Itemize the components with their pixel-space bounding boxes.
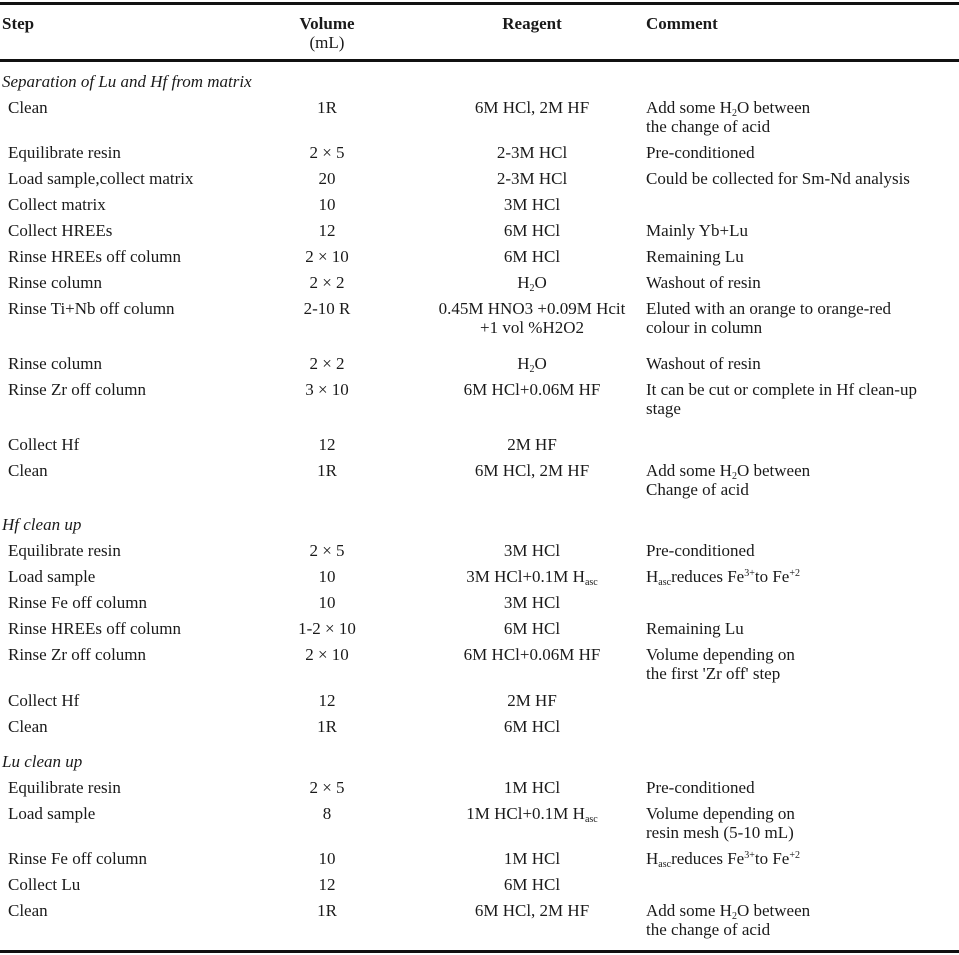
table-row-comment: Volume depending on resin mesh (5-10 mL): [646, 804, 795, 842]
table-row-volume: 2 × 2: [309, 273, 345, 292]
table-row-comment: Mainly Yb+Lu: [646, 221, 748, 240]
table-row-volume: 12: [318, 221, 336, 240]
table-row-reagent: 6M HCl: [503, 247, 561, 266]
table-row-reagent: 1M HCl: [503, 778, 561, 797]
table-row-reagent: 3M HCl: [503, 195, 561, 214]
table-row-reagent: 6M HCl, 2M HF: [474, 98, 590, 117]
table-row-volume: 1R: [317, 461, 337, 480]
table-row-volume: 2 × 2: [309, 354, 345, 373]
table-row-comment: It can be cut or complete in Hf clean-up stage: [646, 380, 917, 418]
table-row-reagent: 2M HF: [507, 435, 557, 454]
table-row-comment: Add some $H_2O$ between the change of acid: [646, 901, 811, 939]
table-row-volume: 10: [318, 567, 336, 586]
table-row-reagent: 1M HCl: [503, 849, 561, 868]
table-row-volume: 2 × 10: [305, 247, 349, 266]
header-reagent: Reagent: [502, 14, 562, 33]
table-row-step: Clean: [8, 901, 48, 920]
table-row-step: Equilibrate resin: [8, 541, 121, 560]
table-row-step: Collect Hf: [8, 691, 80, 710]
section-title: Separation of Lu and Hf from matrix: [2, 72, 252, 91]
table-row-volume: 10: [318, 849, 336, 868]
table-row-reagent: 6M HCl, 2M HF: [474, 901, 590, 920]
table-row-volume: 8: [322, 804, 332, 823]
table-row-comment: Pre-conditioned: [646, 778, 755, 797]
table-row-reagent: 6M HCl: [503, 717, 561, 736]
table-row-volume: 12: [318, 435, 336, 454]
table-row-comment: Washout of resin: [646, 273, 761, 292]
table-row-comment: Remaining Lu: [646, 619, 744, 638]
table-row-step: Rinse column: [8, 354, 102, 373]
table-row-step: Collect Lu: [8, 875, 81, 894]
table-row-step: Rinse Fe off column: [8, 849, 147, 868]
table-row-reagent: 2-3M HCl: [496, 169, 568, 188]
table-row-step: Rinse Zr off column: [8, 380, 147, 399]
table-row-reagent: 6M HCl+0.06M HF: [463, 645, 601, 664]
table-row-volume: 2 × 10: [305, 645, 349, 664]
table-row-reagent: 3M HCl+0.1M $H_{asc}$: [466, 567, 598, 588]
table-row-reagent: 6M HCl: [503, 875, 561, 894]
table-row-reagent: 1M HCl+0.1M $H_{asc}$: [466, 804, 598, 825]
header-rule: [0, 59, 959, 62]
table-row-step: Rinse HREEs off column: [8, 247, 181, 266]
table-row-volume: 10: [318, 593, 336, 612]
table-row-comment: Pre-conditioned: [646, 143, 755, 162]
table-row-step: Rinse Zr off column: [8, 645, 147, 664]
table-row-volume: 1-2 × 10: [298, 619, 356, 638]
table-row-volume: 2 × 5: [309, 143, 345, 162]
table-row-step: Rinse HREEs off column: [8, 619, 181, 638]
table-row-step: Collect HREEs: [8, 221, 113, 240]
table-row-reagent: 3M HCl: [503, 593, 561, 612]
table-row-reagent: 6M HCl: [503, 619, 561, 638]
table-row-reagent: 0.45M HNO3 +0.09M Hcit +1 vol %H2O2: [438, 299, 626, 337]
header-volume: Volume (mL): [299, 14, 355, 52]
table-row-volume: 20: [318, 169, 336, 188]
table-row-comment: Could be collected for Sm-Nd analysis: [646, 169, 910, 188]
table-row-comment: $H_{asc}reduces$ $Fe^{3+}to$ $Fe^{+2}$: [646, 849, 800, 870]
table-row-volume: 1R: [317, 901, 337, 920]
table-row-reagent: 2-3M HCl: [496, 143, 568, 162]
top-rule: [0, 2, 959, 5]
table-row-reagent: $H_2O$: [517, 354, 547, 375]
header-step: Step: [2, 14, 35, 33]
table-row-volume: 12: [318, 875, 336, 894]
table-row-step: Clean: [8, 98, 48, 117]
table-row-volume: 12: [318, 691, 336, 710]
table-row-volume: 2 × 5: [309, 541, 345, 560]
table-row-volume: 1R: [317, 717, 337, 736]
table-row-step: Clean: [8, 461, 48, 480]
table-row-step: Collect matrix: [8, 195, 106, 214]
table-row-step: Equilibrate resin: [8, 143, 121, 162]
table-row-reagent: 2M HF: [507, 691, 557, 710]
table-row-comment: Add some $H_2O$ between Change of acid: [646, 461, 811, 499]
table-row-comment: Volume depending on the first 'Zr off' step: [646, 645, 795, 683]
table-row-comment: Remaining Lu: [646, 247, 744, 266]
table-row-comment: Add some $H_2O$ between the change of acid: [646, 98, 811, 136]
table-row-volume: 2 × 5: [309, 778, 345, 797]
table-row-comment: Washout of resin: [646, 354, 761, 373]
table-row-reagent: 6M HCl+0.06M HF: [463, 380, 601, 399]
table-row-step: Collect Hf: [8, 435, 80, 454]
table-row-volume: 1R: [317, 98, 337, 117]
table-row-step: Rinse Ti+Nb off column: [8, 299, 175, 318]
bottom-rule: [0, 950, 959, 953]
table-row-step: Load sample: [8, 804, 96, 823]
table-row-volume: 3 × 10: [305, 380, 349, 399]
table-row-step: Rinse column: [8, 273, 102, 292]
table-row-step: Clean: [8, 717, 48, 736]
table-row-reagent: 6M HCl, 2M HF: [474, 461, 590, 480]
table-row-reagent: 3M HCl: [503, 541, 561, 560]
table-row-reagent: 6M HCl: [503, 221, 561, 240]
table-row-volume: 2-10 R: [303, 299, 351, 318]
table-row-step: Rinse Fe off column: [8, 593, 147, 612]
header-comment: Comment: [646, 14, 718, 33]
table-row-reagent: $H_2O$: [517, 273, 547, 294]
table-row-step: Load sample,collect matrix: [8, 169, 194, 188]
table-row-step: Load sample: [8, 567, 96, 586]
section-title: Lu clean up: [2, 752, 83, 771]
table-row-comment: $H_{asc}reduces$ $Fe^{3+}to$ $Fe^{+2}$: [646, 567, 800, 588]
table-row-comment: Eluted with an orange to orange-red colour in column: [646, 299, 891, 337]
table-row-step: Equilibrate resin: [8, 778, 121, 797]
section-title: Hf clean up: [2, 515, 82, 534]
table-row-volume: 10: [318, 195, 336, 214]
table-row-comment: Pre-conditioned: [646, 541, 755, 560]
